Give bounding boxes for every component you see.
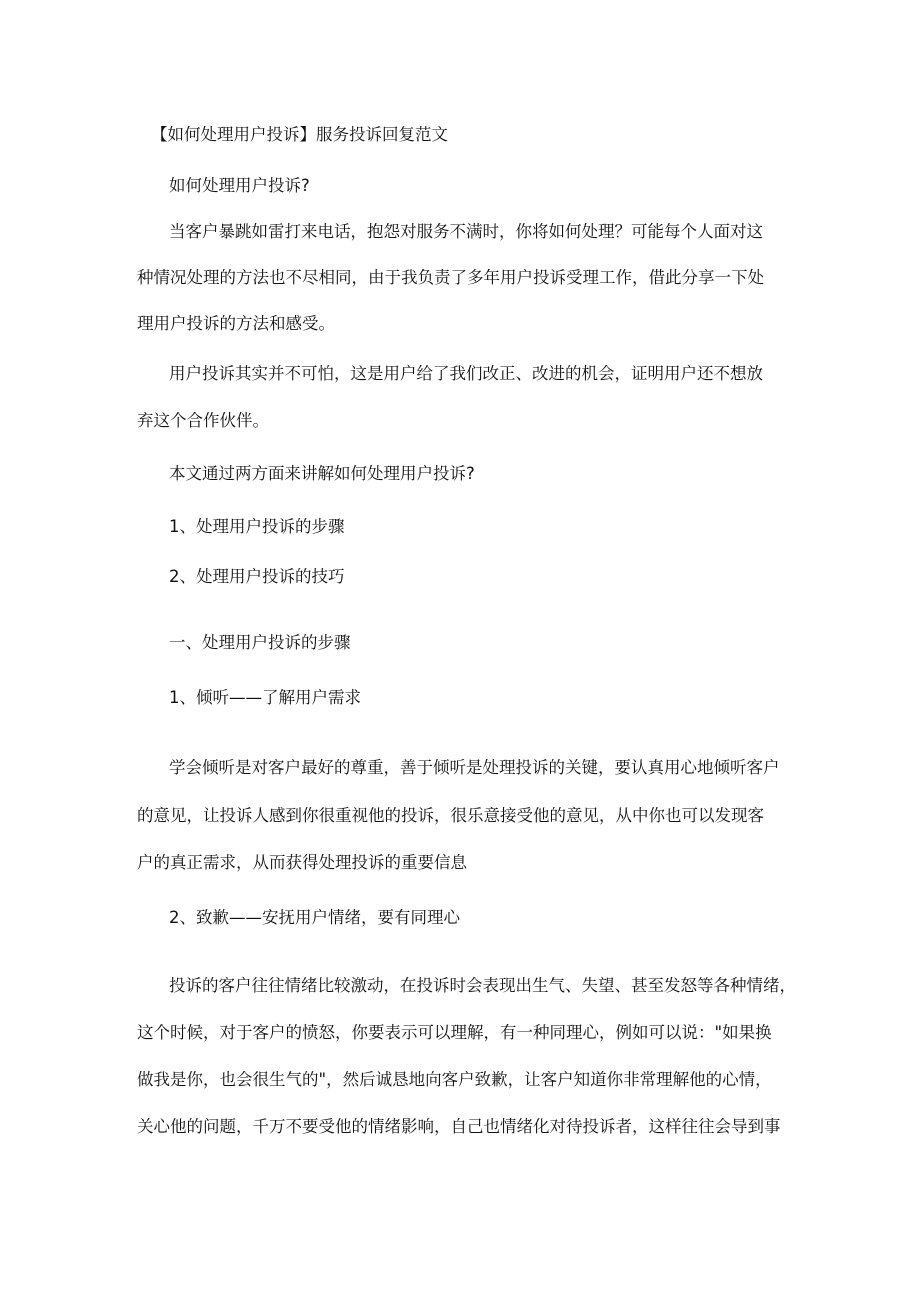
paragraph-line: 这个时候，对于客户的愤怒，你要表示可以理解，有一种同理心，例如可以说："如果换 [137, 1023, 772, 1042]
paragraph-line: 理用户投诉的方法和感受。 [137, 314, 335, 333]
paragraph-line: 当客户暴跳如雷打来电话，抱怨对服务不满时，你将如何处理？可能每个人面对这 [169, 222, 763, 241]
document-title: 【如何处理用户投诉】服务投诉回复范文 [151, 125, 448, 144]
paragraph-line: 户的真正需求，从而获得处理投诉的重要信息 [137, 853, 467, 872]
step-heading: 1、倾听——了解用户需求 [169, 688, 361, 707]
document-subtitle: 如何处理用户投诉? [169, 176, 310, 195]
list-item: 2、处理用户投诉的技巧 [169, 567, 345, 586]
paragraph-line: 本文通过两方面来讲解如何处理用户投诉? [169, 464, 475, 483]
paragraph-line: 做我是你，也会很生气的"，然后诚恳地向客户致歉，让客户知道你非常理解他的心情， [137, 1070, 772, 1089]
paragraph-line: 关心他的问题，千万不要受他的情绪影响，自己也情绪化对待投诉者，这样往往会导到事 [137, 1117, 781, 1136]
paragraph-line: 用户投诉其实并不可怕，这是用户给了我们改正、改进的机会，证明用户还不想放 [169, 364, 763, 383]
step-heading: 2、致歉——安抚用户情绪，要有同理心 [169, 908, 460, 927]
paragraph-line: 的意见，让投诉人感到你很重视他的投诉，很乐意接受他的意见，从中你也可以发现客 [137, 806, 764, 825]
section-heading: 一、处理用户投诉的步骤 [169, 633, 351, 652]
paragraph-line: 种情况处理的方法也不尽相同，由于我负责了多年用户投诉受理工作，借此分享一下处 [137, 268, 764, 287]
paragraph-line: 投诉的客户往往情绪比较激动，在投诉时会表现出生气、失望、甚至发怒等各种情绪， [169, 976, 796, 995]
list-item: 1、处理用户投诉的步骤 [169, 517, 345, 536]
paragraph-line: 学会倾听是对客户最好的尊重，善于倾听是处理投诉的关键，要认真用心地倾听客户 [169, 758, 780, 777]
paragraph-line: 弃这个合作伙伴。 [137, 411, 269, 430]
